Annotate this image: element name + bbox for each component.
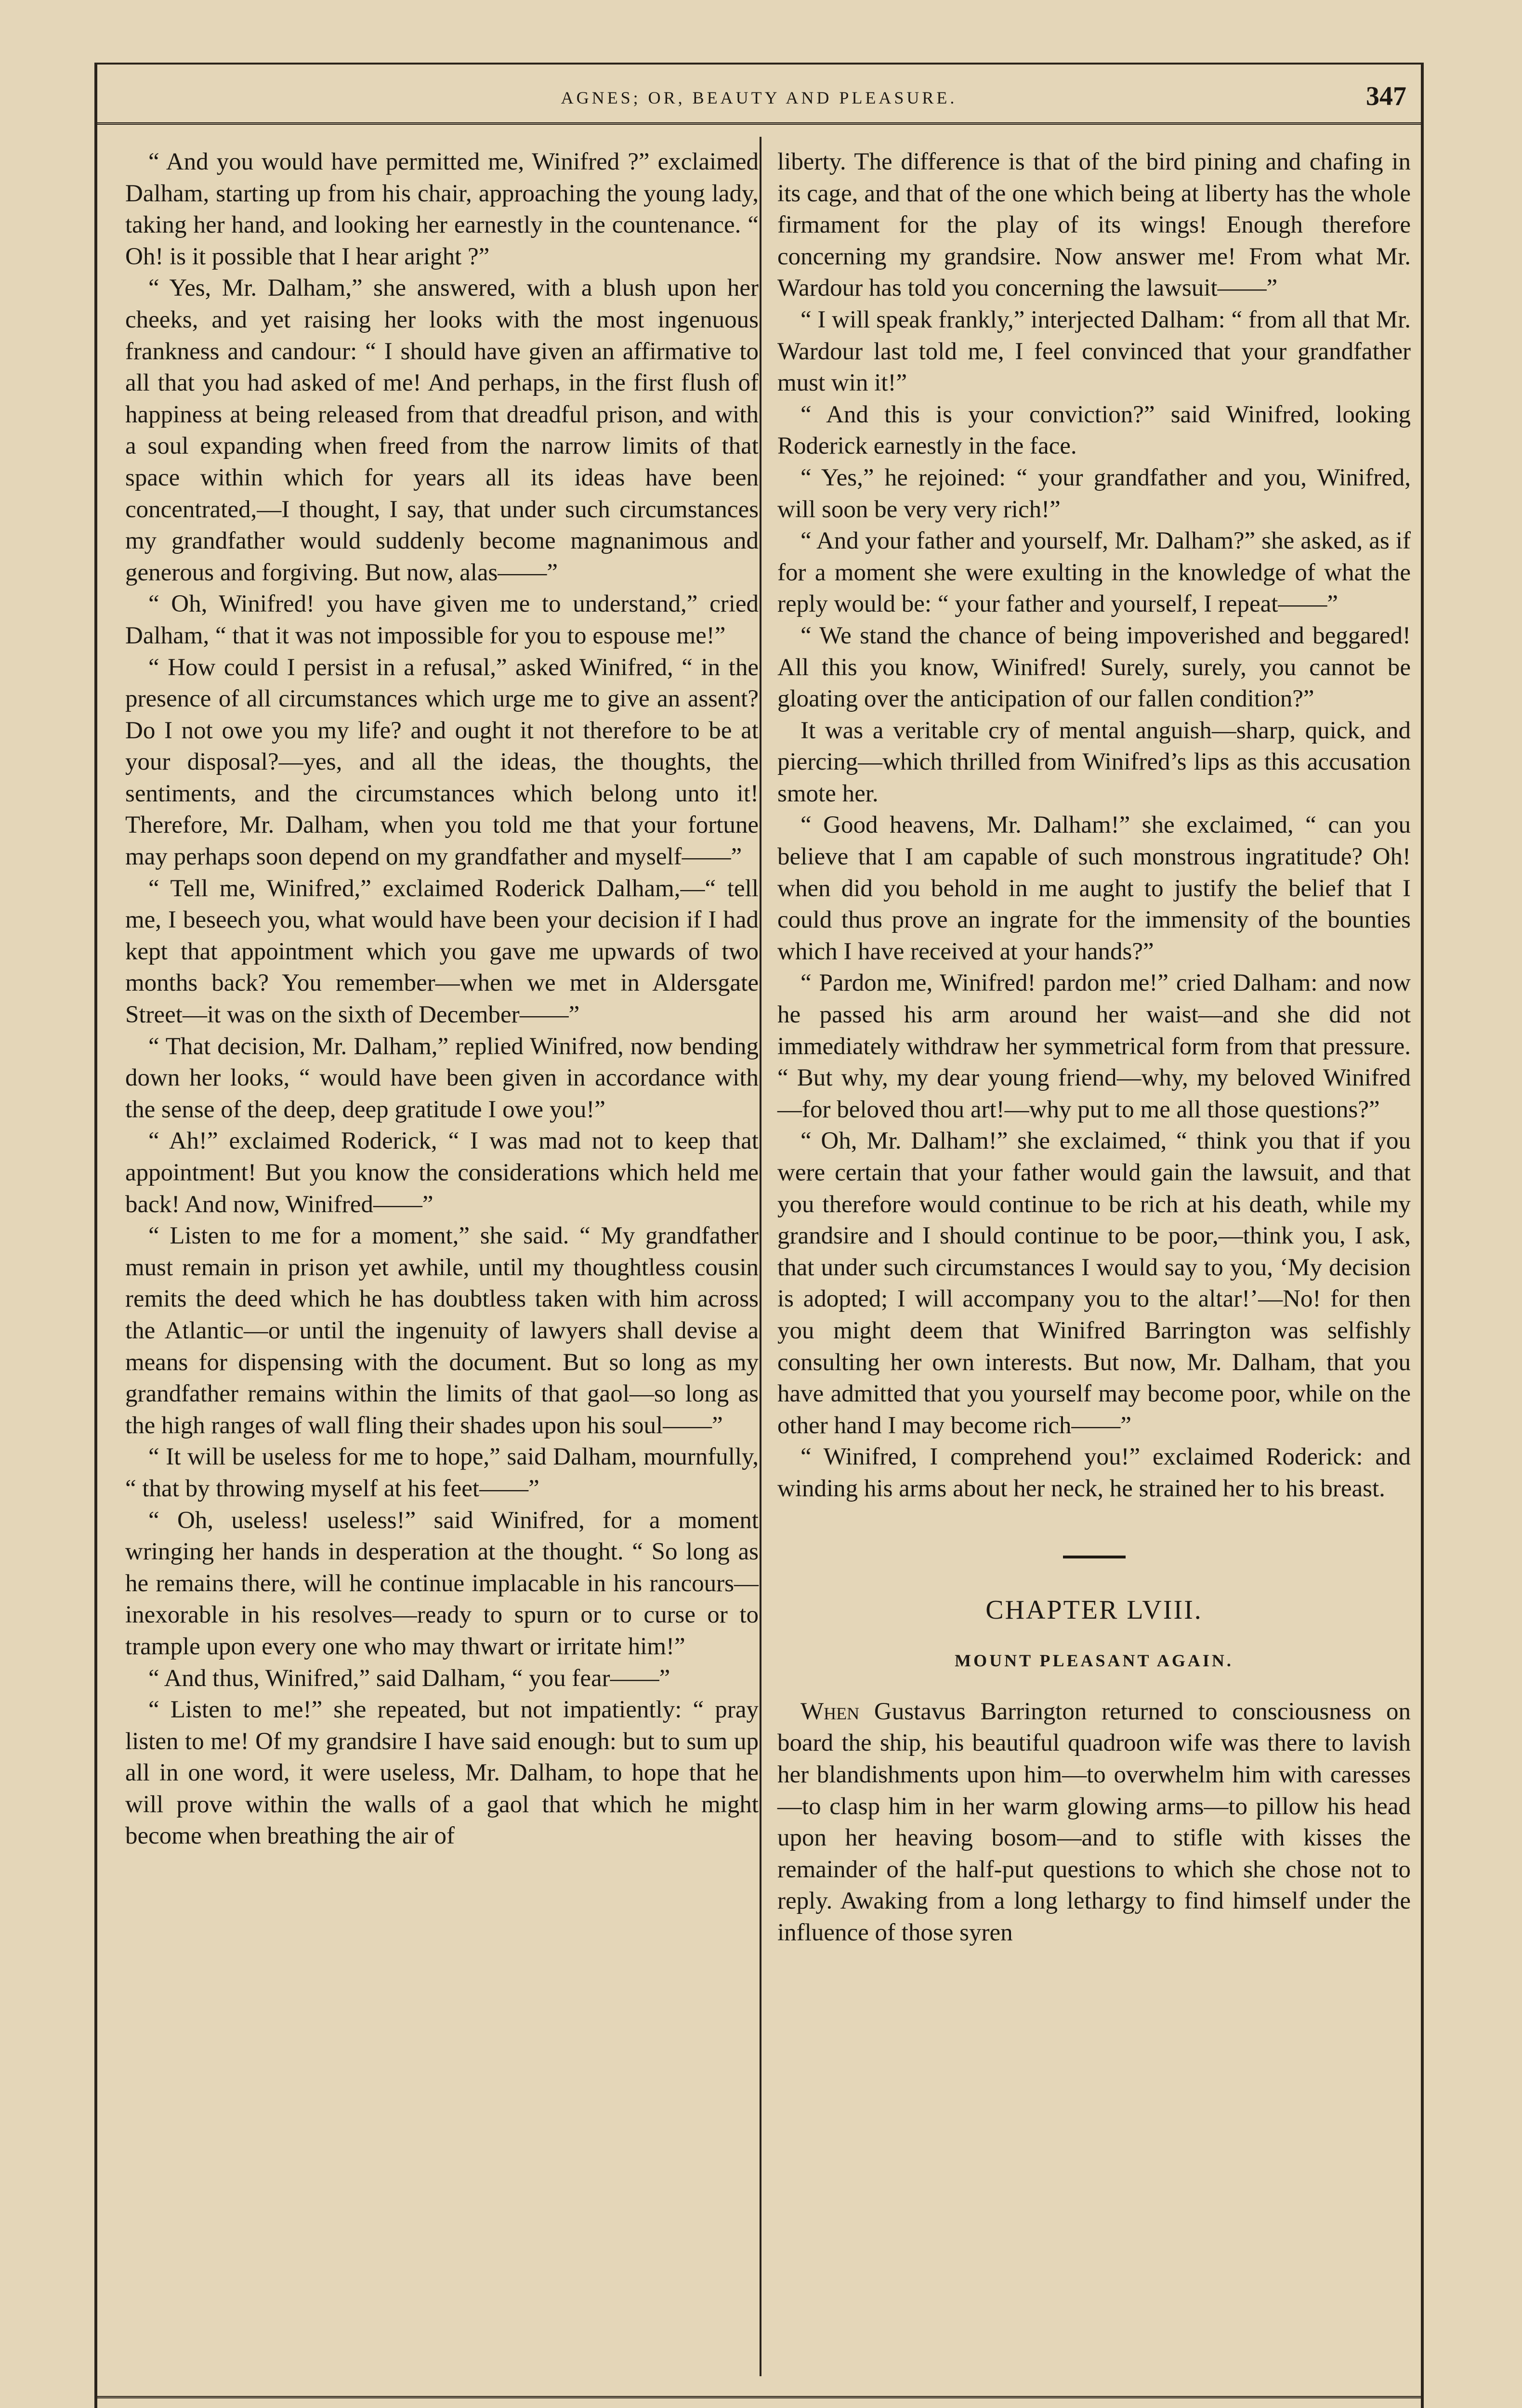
section-rule [1063, 1556, 1126, 1558]
paragraph: “ I will speak frankly,” interjected Dalham: “ from all that Mr. Wardour last told me, I feel convinced that your grandfather must win it!” [777, 306, 1411, 397]
paragraph: “ We stand the chance of being impoverished and beggared! All this you know, Winifred! Surely, surely, you cannot be gloating over the anticipation of our fallen condition?” [777, 622, 1411, 713]
bottom-rule [97, 2396, 1421, 2398]
right-column [777, 146, 1411, 1949]
paragraph: “ Good heavens, Mr. Dalham!” she exclaimed, “ can you believe that I am capable of such monstrous ingratitude? Oh! when did you behold in me aught to justify the belief that I could thus prove an ingrate for the immensity of the bounties which I have received at your hands?” [777, 811, 1411, 965]
paragraph: “ Ah!” exclaimed Roderick, “ I was mad not to keep that appointment! But you know the considerations which held me back! And now, Winifred——” [125, 1127, 759, 1218]
paragraph: “ And your father and yourself, Mr. Dalham?” she asked, as if for a moment she were exulting in the knowledge of what the reply would be: “ your father and yourself, I repeat——” [777, 527, 1411, 618]
paragraph: “ Tell me, Winifred,” exclaimed Roderick Dalham,—“ tell me, I beseech you, what would have been your decision if I had kept that appointment which you gave me upwards of two months back? You remember—when we met in Aldersgate Street—it was on the sixth of December——” [125, 875, 759, 1029]
paragraph: “ Yes,” he rejoined: “ your grandfather and you, Winifred, will soon be very very rich!” [777, 464, 1411, 523]
paragraph: “ Yes, Mr. Dalham,” she answered, with a blush upon her cheeks, and yet raising her looks with the most ingenuous frankness and candour: “ I should have given an affirmative to all that you had asked of me! And perhaps, in the first flush of happiness at being released from that dreadful prison, and with a soul expanding when freed from the narrow limits of that space within which for years all its ideas have been concentrated,—I thought, I say, that under such circumstances my grandfather would suddenly become magnanimous and generous and forgiving. But now, alas——” [125, 275, 759, 586]
book-page [94, 63, 1424, 2408]
paragraph: “ And you would have permitted me, Winifred ?” exclaimed Dalham, starting up from his chair, approaching the young lady, taking her hand, and looking her earnestly in the countenance. “ Oh! is it possible that I hear aright ?” [125, 148, 759, 270]
paragraph: “ How could I persist in a refusal,” asked Winifred, “ in the presence of all circumstances which urge me to give an assent? Do I not owe you my life? and ought it not therefore to be at your disposal?—yes, and all the ideas, the thoughts, the sentiments, and the circumstances which belong unto it! Therefore, Mr. Dalham, when you told me that your fortune may perhaps soon depend on my grandfather and myself——” [125, 654, 759, 871]
paragraph: “ That decision, Mr. Dalham,” replied Winifred, now bending down her looks, “ would have been given in accordance with the sense of the deep, deep gratitude I owe you!” [125, 1033, 759, 1123]
paragraph: “ Listen to me for a moment,” she said. “ My grandfather must remain in prison yet awhile, until my thoughtless cousin remits the deed which he has doubtless taken with him across the Atlantic—or until the ingenuity of lawyers shall devise a means for dispensing with the document. But so long as my grandfather remains within the limits of that gaol—so long as the high ranges of wall fling their shades upon his soul——” [125, 1222, 759, 1439]
page-header [97, 81, 1421, 125]
paragraph: “ It will be useless for me to hope,” said Dalham, mournfully, “ that by throwing myself at his feet——” [125, 1443, 759, 1502]
chapter-subtitle: MOUNT PLEASANT AGAIN. [955, 1651, 1233, 1671]
paragraph: liberty. The difference is that of the bird pining and chafing in its cage, and that of the one which being at liberty has the whole firmament for the play of its wings! Enough therefore concerning my grandsire. Now answer me! From what Mr. Wardour has told you concerning the lawsuit——” [777, 148, 1411, 302]
column-divider [760, 137, 761, 2376]
paragraph: “ Oh, Mr. Dalham!” she exclaimed, “ think you that if you were certain that your father would gain the lawsuit, and that you therefore would continue to be rich at his death, while my grandsire and I should continue to be poor,—think you, I ask, that under such circumstances I would say to you, ‘My decision is adopted; I will accompany you to the altar!’—No! for then you might deem that Winifred Barrington was selfishly consulting her own interests. But now, Mr. Dalham, that you have admitted that you yourself may become poor, while on the other hand I may become rich——” [777, 1127, 1411, 1439]
left-column [125, 146, 759, 1852]
paragraph: “ Oh, Winifred! you have given me to understand,” cried Dalham, “ that it was not impossible for you to espouse me!” [125, 590, 759, 649]
paragraph: “ Pardon me, Winifred! pardon me!” cried Dalham: and now he passed his arm around her waist—and she did not immediately withdraw her symmetrical form from that pressure. “ But why, my dear young friend—why, my beloved Winifred—for beloved thou art!—why put to me all those questions?” [777, 969, 1411, 1123]
chapter-title: CHAPTER LVIII. [985, 1595, 1203, 1625]
paragraph: “ And thus, Winifred,” said Dalham, “ you fear——” [148, 1664, 670, 1692]
paragraph: It was a veritable cry of mental anguish—sharp, quick, and piercing—which thrilled from Winifred’s lips as this accusation smote her. [777, 717, 1411, 807]
paragraph: “ And this is your conviction?” said Winifred, looking Roderick earnestly in the face. [777, 401, 1411, 460]
running-head: AGNES; OR, BEAUTY AND PLEASURE. [561, 88, 958, 107]
opening-word: When [800, 1698, 860, 1725]
paragraph: “ Winifred, I comprehend you!” exclaimed Roderick: and winding his arms about her neck, he strained her to his breast. [777, 1443, 1411, 1502]
paragraph: “ Oh, useless! useless!” said Winifred, for a moment wringing her hands in desperation at the thought. “ So long as he remains there, will he continue implacable in his rancours—inexorable in his resolves—ready to spurn or to curse or to trample upon every one who may thwart or irritate him!” [125, 1506, 759, 1660]
paragraph: “ Listen to me!” she repeated, but not impatiently: “ pray listen to me! Of my grandsire I have said enough: but to sum up all in one word, it were useless, Mr. Dalham, to hope that he will prove within the walls of a gaol that which he might become when breathing the air of [125, 1696, 759, 1850]
page-number: 347 [1366, 81, 1406, 111]
chapter-opening-paragraph [777, 1696, 1411, 1949]
opening-text: Gustavus Barrington returned to consciousness on board the ship, his beautiful quadroon wife was there to lavish her blandishments upon him—to overwhelm him with caresses—to clasp him in her warm glowing arms—to pillow his head upon her heaving bosom—and to stifle with kisses the remainder of the half-put questions to which she chose not to reply. Awaking from a long lethargy to find himself under the influence of those syren [777, 1698, 1411, 1946]
